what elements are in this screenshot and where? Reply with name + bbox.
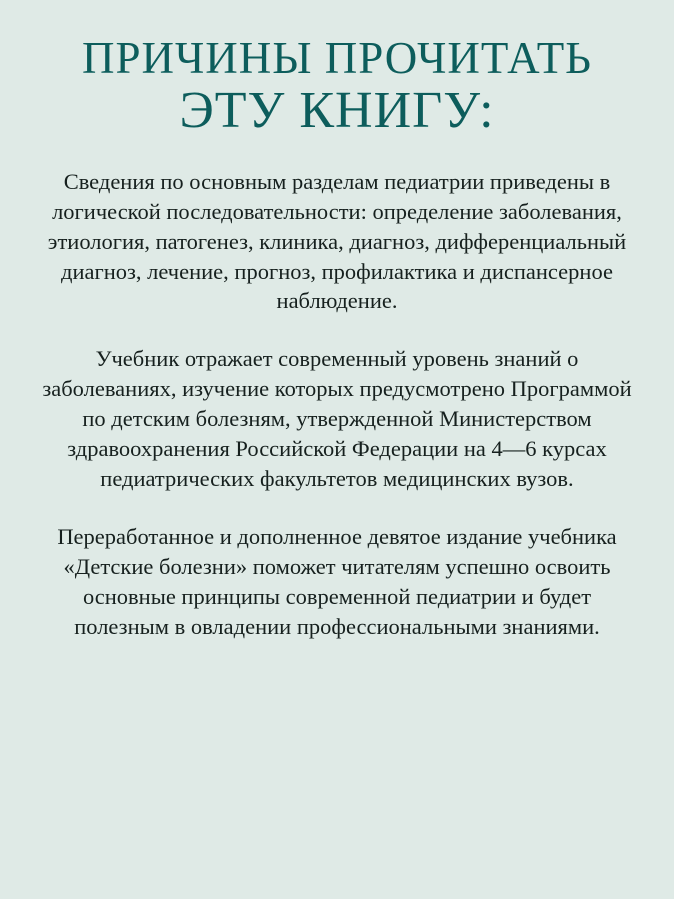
paragraph-3: Переработанное и дополненное девятое издание учебника «Детские болезни» поможет читателям успешно освоить основные принципы современной педиатрии и будет полезным в овладении профессиональными знаниями.	[57, 523, 617, 639]
page-title	[34, 34, 640, 139]
page-title-line-2: ЭТУ КНИГУ:	[179, 81, 495, 139]
paragraph-2: Учебник отражает современный уровень знаний о заболеваниях, изучение которых предусмотрено Программой по детским болезням, утвержденной Министерством здравоохранения Российской Федерации на 4—6 курсах педиатрических факультетов медицинских вузов.	[42, 346, 632, 492]
page-title-line-1: ПРИЧИНЫ ПРОЧИТАТЬ	[81, 33, 593, 83]
paragraph-1: Сведения по основным разделам педиатрии приведены в логической последовательности: определение заболевания, этиология, патогенез, клиника, диагноз, дифференциальный диагноз, лечение, прогноз, профилактика и диспансерное наблюдение.	[47, 168, 627, 314]
